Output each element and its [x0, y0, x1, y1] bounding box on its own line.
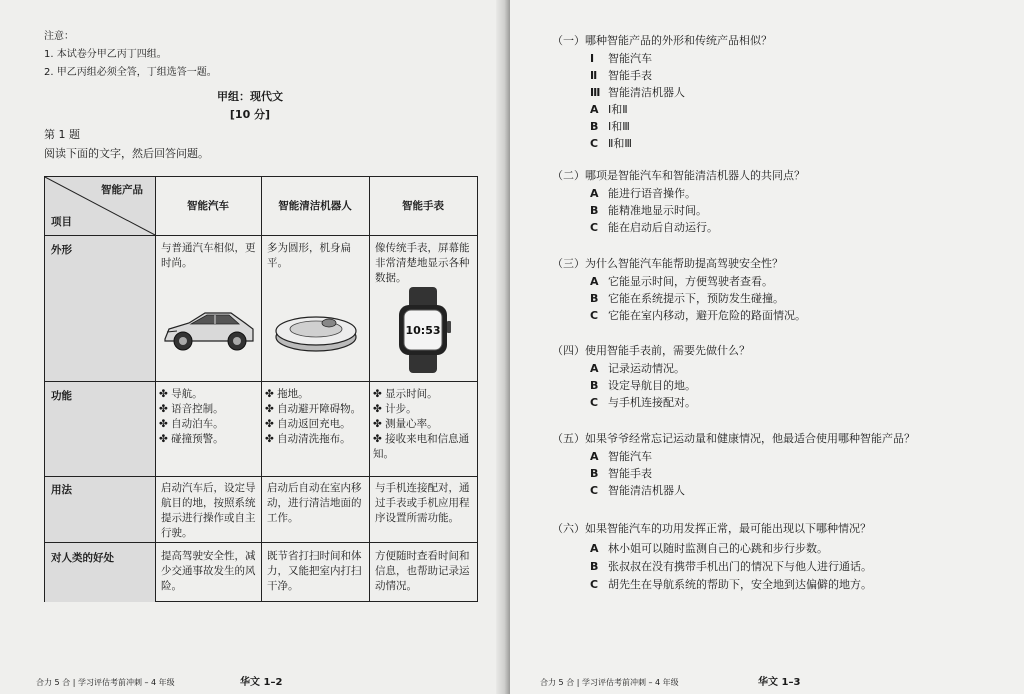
question-3: （三）为什么智能汽车能帮助提高驾驶安全性？	[552, 257, 783, 270]
watch-display-time: 10:53	[405, 324, 441, 337]
watch-function-item: ✤ 显示时间。	[373, 388, 438, 400]
watch-function-item: ✤ 计步。	[373, 403, 417, 415]
option-a: A 它能显示时间，方便驾驶者查看。	[590, 275, 773, 288]
cell-car-benefit: 提高驾驶安全性，减少交通事故发生的风险。	[161, 550, 256, 592]
cell-watch-usage: 与手机连接配对，通过手表或手机应用程序设置所需功能。	[375, 482, 470, 524]
watch-function-list	[373, 387, 475, 462]
robot-function-item: ✤ 自动避开障碍物。	[265, 403, 362, 415]
car-function-item: ✤ 碰撞预警。	[159, 433, 224, 445]
notice-title: 注意：	[44, 31, 74, 42]
roman-item: Ⅱ 智能手表	[590, 69, 652, 82]
watch-function-item: ✤ 接收来电和信息通知。	[373, 433, 470, 460]
option-c: C 胡先生在导航系统的帮助下，安全地到达偏僻的地方。	[590, 578, 872, 591]
robot-function-item: ✤ 自动返回充电。	[265, 418, 351, 430]
car-function-list	[159, 387, 259, 447]
option-a: A 林小姐可以随时监测自己的心跳和步行步数。	[590, 542, 828, 555]
option-c: C 与手机连接配对。	[590, 396, 696, 409]
left-page	[0, 0, 508, 694]
row-label-function: 功能	[51, 390, 72, 402]
instruction-text: 阅读下面的文字，然后回答问题。	[44, 147, 209, 160]
section-title: 甲组：现代文	[217, 90, 283, 103]
option-c: C 智能清洁机器人	[590, 484, 685, 497]
right-page	[510, 0, 1024, 694]
footer-series: 合力 5 合 | 学习评估考前冲刺 – 4 年级	[540, 678, 679, 687]
cell-robot-benefit: 既节省打扫时间和体力，又能把室内打扫干净。	[267, 550, 362, 592]
comparison-table	[44, 176, 478, 602]
option-b: B 智能手表	[590, 467, 652, 480]
smart-car-image	[161, 299, 257, 359]
page-number: 华文 1–2	[240, 677, 283, 688]
robot-function-list	[265, 387, 367, 447]
cell-car-usage: 启动汽车后，设定导航目的地，按照系统提示进行操作或自主行驶。	[161, 482, 256, 539]
car-function-item: ✤ 语音控制。	[159, 403, 224, 415]
option-a: A Ⅰ和Ⅱ	[590, 103, 628, 116]
question-2: （二）哪项是智能汽车和智能清洁机器人的共同点？	[552, 169, 805, 182]
robot-function-item: ✤ 自动清洗拖布。	[265, 433, 351, 445]
robot-function-item: ✤ 拖地。	[265, 388, 309, 400]
section-marks: [10 分]	[229, 108, 271, 121]
column-header-watch: 智能手表	[402, 200, 444, 212]
corner-bottom-label: 项目	[51, 216, 72, 228]
book-gutter	[496, 0, 510, 694]
option-b: B 设定导航目的地。	[590, 379, 696, 392]
option-c: C Ⅱ和Ⅲ	[590, 137, 632, 150]
option-a: A 能进行语音操作。	[590, 187, 696, 200]
footer-series: 合力 5 合 | 学习评估考前冲刺 – 4 年级	[36, 678, 175, 687]
column-header-robot: 智能清洁机器人	[278, 200, 352, 212]
row-label-appearance: 外形	[51, 244, 72, 256]
car-function-item: ✤ 自动泊车。	[159, 418, 224, 430]
corner-top-label: 智能产品	[101, 184, 143, 196]
option-c: C 它能在室内移动，避开危险的路面情况。	[590, 309, 806, 322]
option-a: A 记录运动情况。	[590, 362, 685, 375]
question-4: （四）使用智能手表前，需要先做什么？	[552, 344, 750, 357]
option-b: B 张叔叔在没有携带手机出门的情况下与他人进行通话。	[590, 560, 872, 573]
cell-robot-appearance: 多为圆形，机身扁平。	[267, 242, 351, 269]
row-label-benefit: 对人类的好处	[51, 552, 114, 564]
roman-item: Ⅲ 智能清洁机器人	[590, 86, 685, 99]
option-c: C 能在启动后自动运行。	[590, 221, 718, 234]
row-label-usage: 用法	[51, 484, 72, 496]
watch-function-item: ✤ 测量心率。	[373, 418, 438, 430]
question-6: （六）如果智能汽车的功用发挥正常，最可能出现以下哪种情况？	[552, 522, 871, 535]
question-number: 第 1 题	[44, 128, 80, 141]
cell-robot-usage: 启动后自动在室内移动，进行清洁地面的工作。	[267, 482, 362, 524]
option-b: B 它能在系统提示下，预防发生碰撞。	[590, 292, 784, 305]
roman-item: Ⅰ 智能汽车	[590, 52, 652, 65]
option-b: B Ⅰ和Ⅲ	[590, 120, 630, 133]
robot-vacuum-image	[271, 301, 361, 357]
cell-watch-appearance: 像传统手表，屏幕能非常清楚地显示各种数据。	[375, 242, 470, 284]
column-header-car: 智能汽车	[187, 200, 229, 212]
notice-line-1: 1. 本试卷分甲乙丙丁四组。	[44, 49, 167, 60]
cell-watch-benefit: 方便随时查看时间和信息，也帮助记录运动情况。	[375, 550, 470, 592]
question-5: （五）如果爷爷经常忘记运动量和健康情况，他最适合使用哪种智能产品？	[552, 432, 915, 445]
car-function-item: ✤ 导航。	[159, 388, 203, 400]
page-number: 华文 1–3	[758, 677, 801, 688]
option-a: A 智能汽车	[590, 450, 652, 463]
question-1: （一）哪种智能产品的外形和传统产品相似？	[552, 34, 772, 47]
cell-car-appearance: 与普通汽车相似，更时尚。	[161, 242, 256, 269]
notice-line-2: 2. 甲乙丙组必须全答，丁组选答一题。	[44, 67, 217, 78]
smart-watch-image	[391, 287, 455, 373]
option-b: B 能精准地显示时间。	[590, 204, 707, 217]
